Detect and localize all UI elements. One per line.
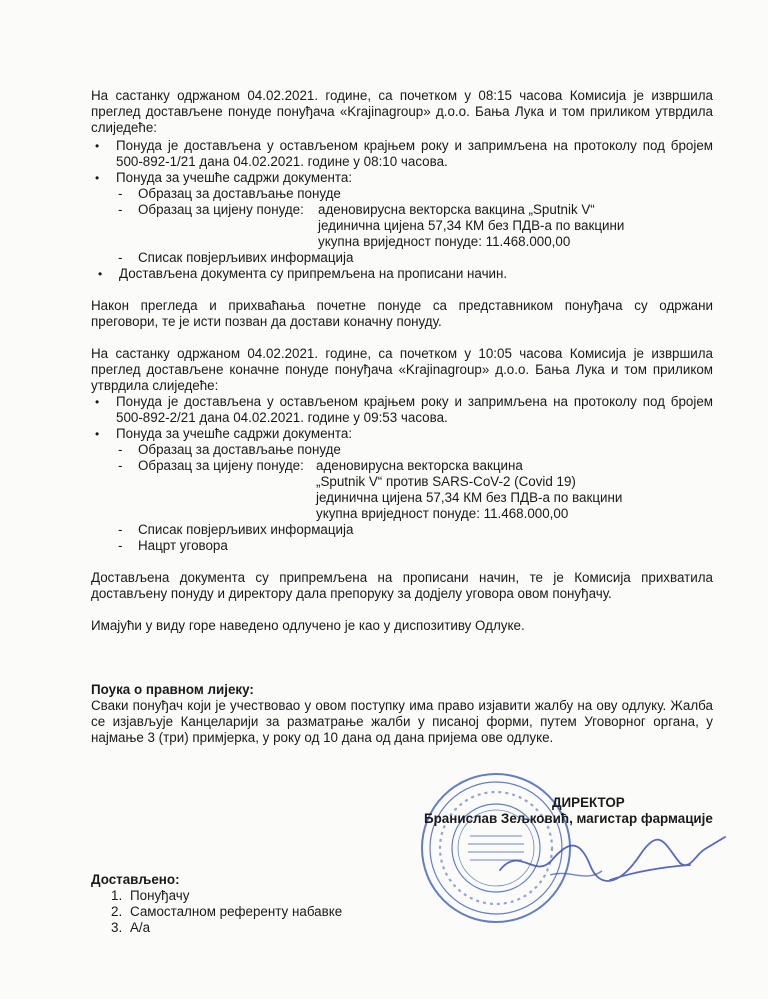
meeting-1-intro: На састанку одржаном 04.02.2021. године, са почетком у 08:15 часова Комисија је извршила преглед достављене понуде понуђача «Krajinagroup» д.о.о. Бања Лука и том приликом утврдила слиједеће: bbox=[91, 88, 713, 135]
meeting-2-doc-4: Нацрт уговора bbox=[138, 538, 228, 553]
bullet-icon: • bbox=[95, 171, 100, 185]
meeting-1-doc-2-label: Образац за цијену понуде: bbox=[138, 202, 304, 217]
meeting-1-bullet-3: Достављена документа су припремљена на прописани начин. bbox=[119, 266, 508, 281]
meeting-2-intro: На састанку одржаном 04.02.2021. године, са почетком у 10:05 часова Комисија је извршила преглед достављене коначне понуде понуђача «Krajinagroup» д.о.о. Бања Лука и том приликом утврдила слиједеће: bbox=[91, 346, 713, 393]
meeting-2-doc-2-line: аденовирусна векторска вакцина bbox=[316, 458, 523, 473]
dash-icon: - bbox=[118, 250, 123, 265]
meeting-2-doc-2-label: Образац за цијену понуде: bbox=[138, 458, 304, 473]
director-name: Бранислав Зељковић, магистар фармације bbox=[424, 811, 713, 826]
bullet-icon: • bbox=[95, 395, 100, 409]
meeting-1-doc-2-line: јединична цијена 57,34 КМ без ПДВ-а по вакцини bbox=[318, 218, 625, 233]
dash-icon: - bbox=[118, 538, 123, 553]
list-number: 2. bbox=[111, 904, 123, 919]
negotiation-paragraph: Након прегледа и прихваћања почетне понуде са представником понуђача су одржани преговори, те је исти позван да достави коначну понуду. bbox=[91, 298, 713, 329]
conclusion-paragraph: Имајући у виду горе наведено одлучено је као у диспозитиву Одлуке. bbox=[91, 618, 525, 633]
acceptance-paragraph: Достављена документа су припремљена на прописани начин, те је Комисија прихватила достављену понуду и директору дала препоруку за додјелу уговора овом понуђачу. bbox=[91, 570, 713, 601]
delivered-title: Достављено: bbox=[91, 872, 180, 887]
meeting-2-doc-2-line: јединична цијена 57,34 КМ без ПДВ-а по вакцини bbox=[316, 490, 623, 505]
director-title: ДИРЕКТОР bbox=[552, 795, 625, 810]
delivered-item: Самосталном референту набавке bbox=[130, 904, 343, 919]
meeting-2-doc-2-line: укупна вриједност понуде: 11.468.000,00 bbox=[316, 506, 569, 521]
handwritten-signature-icon bbox=[490, 825, 730, 895]
meeting-1-doc-1: Образац за достављање понуде bbox=[138, 186, 341, 201]
legal-remedy-text: Сваки понуђач који је учествовао у овом поступку има право изјавити жалбу на ову одлуку. Жалба се изјављује Канцеларији за разматрање жалби у писаној форми, путем Уговорног органа, у најмање 3 (три) примјерка, у року од 10 дана од дана пријема ове одлуке. bbox=[91, 698, 713, 745]
list-number: 3. bbox=[111, 920, 123, 935]
list-number: 1. bbox=[111, 888, 123, 903]
meeting-2-doc-3: Списак повјерљивих информација bbox=[138, 522, 354, 537]
meeting-2-bullet-1: Понуда је достављена у остављеном крајњем року и запримљена на протоколу под бројем 500-892-2/21 дана 04.02.2021. године у 09:53 часова. bbox=[116, 394, 713, 425]
meeting-2-doc-1: Образац за достављање понуде bbox=[138, 442, 341, 457]
delivered-item: Понуђачу bbox=[130, 888, 190, 903]
legal-remedy-title: Поука о правном лијеку: bbox=[91, 682, 254, 697]
dash-icon: - bbox=[118, 186, 123, 201]
meeting-1-bullet-1: Понуда је достављена у остављеном крајњем року и запримљена на протоколу под бројем 500-892-1/21 дана 04.02.2021. године у 08:10 часова. bbox=[116, 138, 713, 169]
meeting-2-bullet-2: Понуда за учешће садржи документа: bbox=[116, 426, 353, 441]
meeting-1-bullet-2: Понуда за учешће садржи документа: bbox=[116, 170, 353, 185]
meeting-1-doc-2-line: аденовирусна векторска вакцина „Sputnik V“ bbox=[318, 202, 595, 217]
dash-icon: - bbox=[118, 522, 123, 537]
dash-icon: - bbox=[118, 458, 123, 473]
bullet-icon: • bbox=[98, 267, 103, 281]
meeting-2-doc-2-line: „Sputnik V“ против SARS-CoV-2 (Covid 19) bbox=[316, 474, 576, 489]
meeting-1-doc-2-line: укупна вриједност понуде: 11.468.000,00 bbox=[318, 234, 571, 249]
bullet-icon: • bbox=[95, 139, 100, 153]
dash-icon: - bbox=[118, 442, 123, 457]
dash-icon: - bbox=[118, 202, 123, 217]
bullet-icon: • bbox=[95, 427, 100, 441]
meeting-1-doc-3: Списак повјерљивих информација bbox=[138, 250, 354, 265]
delivered-item: А/а bbox=[130, 920, 151, 935]
